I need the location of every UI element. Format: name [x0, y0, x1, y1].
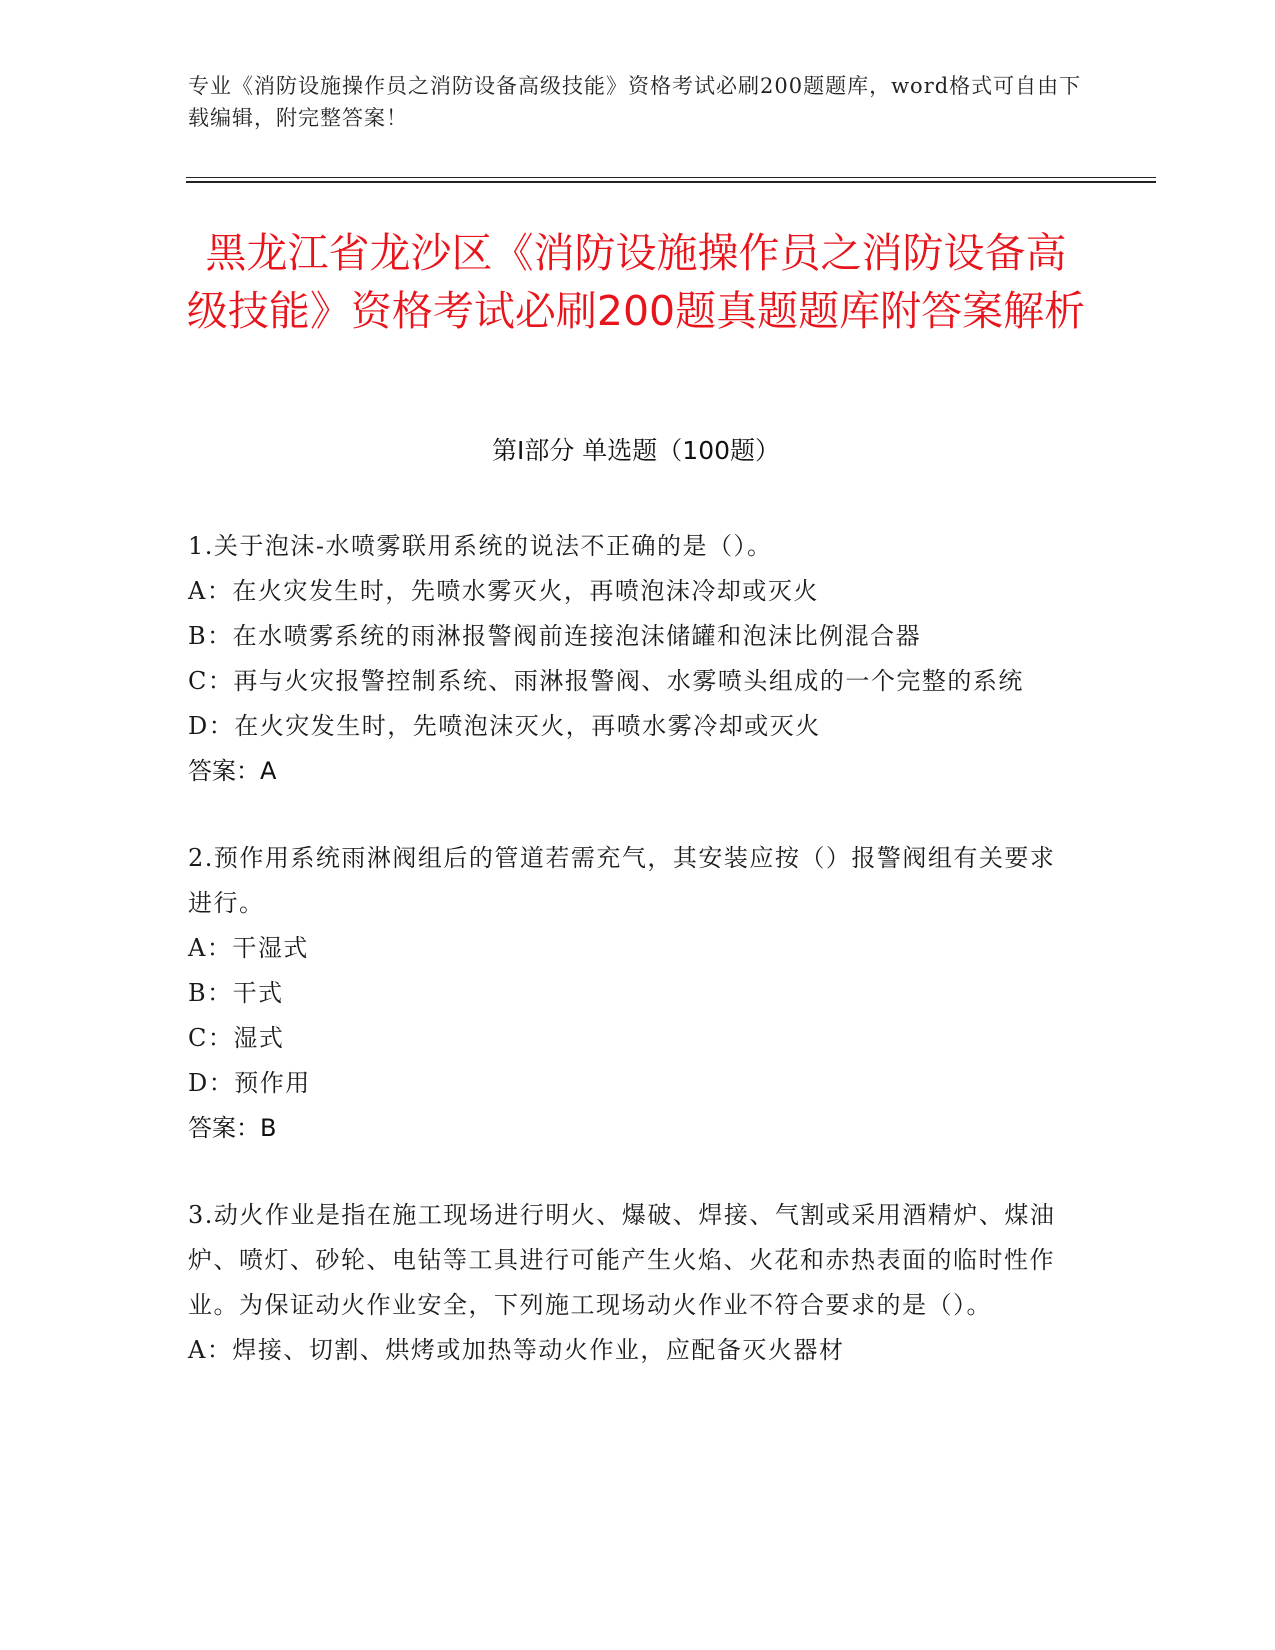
- question-stem: 3.动火作业是指在施工现场进行明火、爆破、焊接、气割或采用酒精炉、煤油炉、喷灯、砂轮、电钻等工具进行可能产生火焰、火花和赤热表面的临时性作业。为保证动火作业安全，下列施工现场动火作业不符合要求的是（）。: [188, 1201, 1056, 1319]
- option-b: B：在水喷雾系统的雨淋报警阀前连接泡沫储罐和泡沫比例混合器: [188, 622, 922, 650]
- header-divider-thick: [186, 181, 1156, 183]
- answer: 答案：B: [188, 1114, 277, 1142]
- option-b: B：干式: [188, 979, 284, 1007]
- section-title: 第Ⅰ部分 单选题（100题）: [491, 436, 781, 465]
- option-c: C：湿式: [188, 1024, 285, 1052]
- question-list: [188, 524, 1078, 1415]
- option-d: D：在火灾发生时，先喷泡沫灭火，再喷水雾冷却或灭火: [188, 712, 821, 740]
- option-a: A：干湿式: [188, 934, 309, 962]
- document-title: 黑龙江省龙沙区《消防设施操作员之消防设备高级技能》资格考试必刷200题真题题库附答案解析: [186, 229, 1086, 335]
- question-stem: 1.关于泡沫-水喷雾联用系统的说法不正确的是（）。: [188, 532, 773, 560]
- answer: 答案：A: [188, 757, 277, 785]
- question-1: [188, 524, 1078, 794]
- question-2: [188, 836, 1078, 1151]
- option-d: D：预作用: [188, 1069, 311, 1097]
- option-c: C：再与火灾报警控制系统、雨淋报警阀、水雾喷头组成的一个完整的系统: [188, 667, 1024, 695]
- header-divider-thin: [186, 177, 1156, 178]
- question-3: [188, 1193, 1078, 1373]
- option-a: A：在火灾发生时，先喷水雾灭火，再喷泡沫冷却或灭火: [188, 577, 819, 605]
- option-a: A：焊接、切割、烘烤或加热等动火作业，应配备灭火器材: [188, 1336, 845, 1364]
- header-note: 专业《消防设施操作员之消防设备高级技能》资格考试必刷200题题库，word格式可自由下载编辑，附完整答案！: [188, 74, 1082, 130]
- question-stem: 2.预作用系统雨淋阀组后的管道若需充气，其安装应按（）报警阀组有关要求进行。: [188, 844, 1056, 917]
